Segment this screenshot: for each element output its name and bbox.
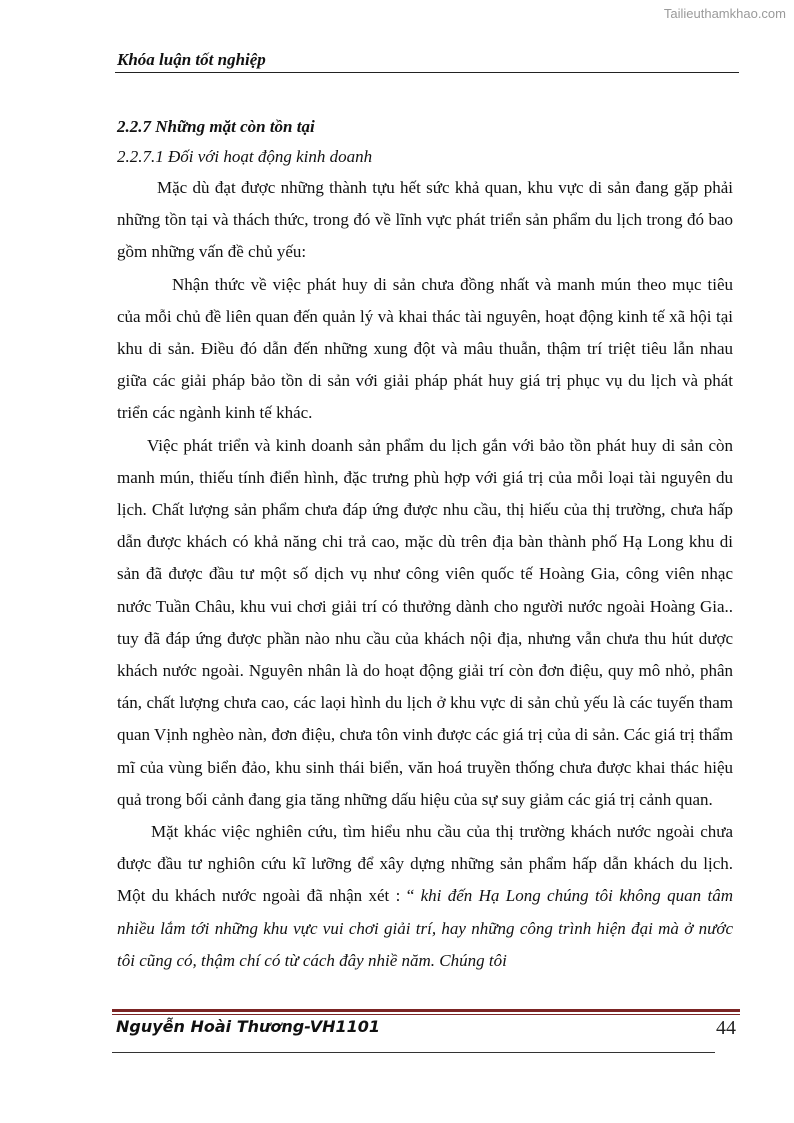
paragraph-3: Việc phát triển và kinh doanh sản phẩm du lịch gắn với bảo tồn phát huy di sản còn manh mún, thiếu tính điển hình, đặc trưng phù hợp với giá trị của mỗi loại tài nguyên du lịch. Chất lượng sản phẩm chưa đáp ứng được nhu cầu, thị hiếu của thị trường, chưa hấp dẫn được khách có khả năng chi trả cao, mặc dù trên địa bàn thành phố Hạ Long khu di sản đã được đầu tư một số dịch vụ như công viên quốc tế Hoàng Gia, công viên nhạc nước Tuần Châu, khu vui chơi giải trí có thưởng dành cho người nước ngoài Hoàng Gia.. tuy đã đáp ứng được phần nào nhu cầu của khách nội địa, nhưng vẫn chưa thu hút dược khách nước ngoài. Nguyên nhân là do hoạt động giải trí còn đơn điệu, quy mô nhỏ, phân tán, chất lượng chưa cao, các laọi hình du lịch ở khu vực di sản chủ yếu là các tuyến tham quan Vịnh nghèo nàn, đơn điệu, chưa tôn vinh được các giá trị của di sản. Các giá trị thẩm mĩ của vùng biển đảo, khu sinh thái biển, văn hoá truyền thống chưa được khai thác hiệu quả trong bối cảnh đang gia tăng những dấu hiệu của sự suy giảm các giá trị cảnh quan. — [117, 435, 733, 809]
paragraph-4 — [117, 816, 733, 977]
paragraph-1: Mặc dù đạt được những thành tựu hết sức khả quan, khu vực di sản đang gặp phải những tồn tại và thách thức, trong đó về lĩnh vực phát triển sản phẩm du lịch trong đó bao gồm những vấn đề chủ yếu: — [117, 178, 733, 262]
subsection-heading: 2.2.7.1 Đối với hoạt động kinh doanh — [117, 147, 373, 166]
page-number: 44 — [716, 1017, 736, 1039]
paragraph-2: Nhận thức về việc phát huy di sản chưa đồng nhất và manh mún theo mục tiêu của mỗi chủ đề liên quan đến quản lý và khai thác tài nguyên, hoạt động kinh tế xã hội tại khu di sản. Điều đó dẫn đến những xung đột và mâu thuẫn, thậm trí triệt tiêu lẫn nhau giữa các giải pháp bảo tồn di sản với giải pháp phát huy giá trị phục vụ du lịch và phát triển các ngành kinh tế khác. — [117, 274, 733, 423]
footer-bottom-divider — [112, 1052, 715, 1053]
document-header-title: Khóa luận tốt nghiệp — [117, 50, 266, 69]
section-heading: 2.2.7 Những mặt còn tồn tại — [117, 117, 315, 136]
paragraph-4-quote: khi đến Hạ Long chúng tôi không quan tâm nhiều lắm tới những khu vực vui chơi giải trí, hay những công trình hiện đại mà ở nước tôi cũng có, thậm chí có từ cách đây nhiề năm. Chúng tôi — [117, 886, 733, 970]
footer-author: Nguyễn Hoài Thương-VH1101 — [116, 1017, 381, 1036]
footer-divider-thick — [112, 1009, 740, 1012]
watermark: Tailieuthamkhao.com — [663, 6, 786, 21]
page-body — [117, 112, 733, 977]
header-divider — [115, 72, 739, 73]
footer-divider-thin — [112, 1014, 740, 1015]
paragraph-4-text: Mặt khác việc nghiên cứu, tìm hiểu nhu cầu của thị trường khách nước ngoài chưa được đầu tư nghiôn cứu kĩ lưỡng để xây dựng những sản phẩm hấp dẫn khách du lịch. Một du khách nước ngoài đã nhận xét : “ — [117, 822, 733, 906]
